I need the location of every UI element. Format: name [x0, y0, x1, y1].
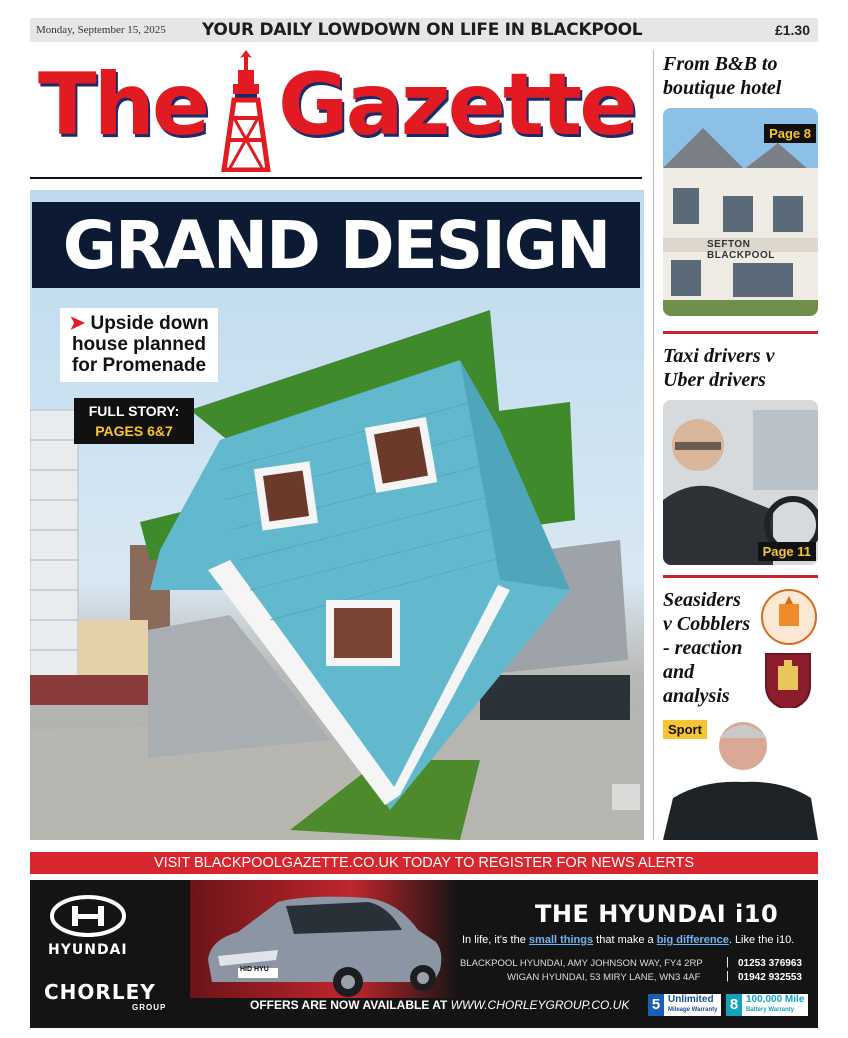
cover-price: £1.30 — [774, 22, 810, 38]
badge-1-number: 5 — [648, 994, 664, 1016]
sidebar-story-1-line-2: boutique hotel — [663, 77, 782, 99]
sidebar-story-3-photo — [663, 708, 818, 840]
masthead-word-the: The — [38, 55, 208, 155]
ad-tagline — [462, 934, 794, 946]
sidebar-story-3-line-4: and — [663, 661, 695, 683]
masthead-word-gazette: Gazette — [278, 55, 635, 155]
page-8-badge: Page 8 — [764, 124, 816, 143]
lead-photo — [30, 190, 644, 840]
ad-dealer-sub: GROUP — [132, 1003, 167, 1012]
sidebar-story-3-line-3: - reaction — [663, 637, 743, 659]
ad-tagline-highlight-2: big difference — [656, 934, 729, 946]
issue-date: Monday, September 15, 2025 — [36, 24, 166, 36]
unlimited-mileage-warranty-badge — [648, 994, 721, 1016]
masthead-rule — [30, 177, 642, 179]
subhead-line-1: Upside down — [90, 313, 209, 334]
sidebar-story-1-photo — [663, 108, 818, 316]
subhead-line-2: house planned — [71, 334, 207, 355]
masthead-slogan: YOUR DAILY LOWDOWN ON LIFE IN BLACKPOOL — [202, 20, 643, 40]
ad-dealer-name: CHORLEY — [44, 980, 156, 1004]
sidebar-story-3-line-5: analysis — [663, 685, 730, 707]
ad-phone-wigan: 01942 932553 — [738, 972, 802, 983]
ad-tagline-post: . Like the i10. — [728, 934, 795, 946]
hyundai-advert[interactable] — [30, 880, 818, 1028]
ad-tagline-highlight-1: small things — [528, 934, 594, 946]
sidebar-story-3-line-1: Seasiders — [663, 589, 741, 611]
ad-tagline-mid: that make a — [593, 934, 657, 946]
column-divider — [653, 50, 654, 840]
ad-separator-1: | — [726, 956, 729, 968]
subhead-line-3: for Promenade — [71, 355, 207, 376]
northampton-town-crest-icon — [762, 650, 814, 712]
battery-warranty-badge — [726, 994, 808, 1016]
sidebar-story-2-line-2: Uber drivers — [663, 369, 766, 391]
badge-1-line-2: Mileage Warranty — [668, 1007, 718, 1013]
blackpool-tower-icon — [218, 48, 274, 172]
ad-phone-blackpool: 01253 376963 — [738, 958, 802, 969]
badge-1-text — [664, 994, 721, 1016]
sidebar-story-2-line-1: Taxi drivers v — [663, 345, 775, 367]
ad-title: THE HYUNDAI i10 — [535, 900, 779, 928]
sidebar-rule-2 — [663, 575, 818, 578]
headline-banner — [32, 202, 640, 288]
sidebar-story-1-line-1: From B&B to — [663, 53, 778, 75]
full-story-label: FULL STORY: — [88, 403, 180, 419]
page-11-badge: Page 11 — [758, 542, 816, 561]
hyundai-i10-car-illustration — [198, 890, 448, 998]
arrow-right-icon: ➤ — [69, 313, 86, 334]
lead-subhead — [60, 308, 218, 382]
ad-offers-url[interactable]: WWW.CHORLEYGROUP.CO.UK — [450, 998, 630, 1012]
sport-badge: Sport — [663, 720, 707, 739]
taxi-driver-illustration — [663, 400, 818, 565]
masthead — [30, 44, 642, 176]
badge-1-line-1: Unlimited — [668, 994, 714, 1005]
top-strip — [30, 18, 818, 42]
full-story-pages: PAGES 6&7 — [95, 423, 173, 439]
car-number-plate: HID HYU — [240, 966, 269, 973]
ad-separator-2: | — [726, 970, 729, 982]
badge-2-line-1: 100,000 Mile — [746, 994, 805, 1005]
hyundai-logo-icon — [48, 894, 128, 938]
sidebar-story-3-line-2: v Cobblers — [663, 613, 751, 635]
sidebar-story-1-headline — [663, 52, 781, 100]
full-story-reference — [74, 398, 194, 444]
ad-offers-text: OFFERS ARE NOW AVAILABLE AT — [250, 998, 448, 1012]
badge-2-number: 8 — [726, 994, 742, 1016]
news-alert-banner[interactable]: VISIT BLACKPOOLGAZETTE.CO.UK TODAY TO REGISTER FOR NEWS ALERTS — [30, 852, 818, 874]
ad-address-wigan: WIGAN HYUNDAI, 53 MIRY LANE, WN3 4AF — [507, 972, 701, 983]
ad-brand-name: HYUNDAI — [48, 942, 128, 958]
badge-2-line-2: Battery Warranty — [746, 1007, 795, 1013]
lead-headline: GRAND DESIGN — [62, 206, 610, 284]
sidebar-story-2-headline — [663, 344, 774, 392]
badge-2-text — [742, 994, 808, 1016]
ad-offers — [250, 998, 629, 1012]
ad-address-blackpool: BLACKPOOL HYUNDAI, AMY JOHNSON WAY, FY4 2RP — [460, 958, 703, 969]
sidebar-story-2-photo — [663, 400, 818, 565]
ad-tagline-pre: In life, it's the — [462, 934, 529, 946]
sidebar-story-3-headline — [663, 588, 750, 708]
blackpool-fc-crest-icon — [760, 588, 818, 646]
hotel-sign: SEFTON BLACKPOOL — [707, 239, 775, 261]
sidebar-rule-1 — [663, 331, 818, 334]
